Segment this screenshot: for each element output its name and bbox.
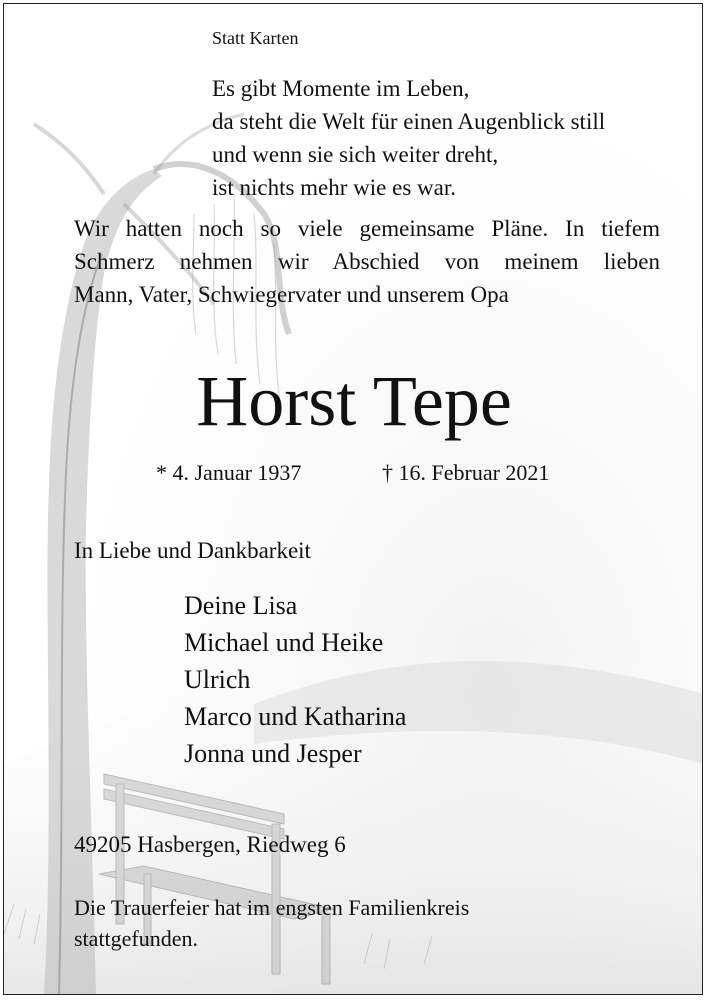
thanks-line: In Liebe und Dankbarkeit bbox=[74, 538, 311, 563]
funeral-note bbox=[74, 892, 594, 954]
funeral-line: Die Trauerfeier hat im engsten Familienkreis bbox=[74, 895, 470, 920]
poem-line: und wenn sie sich weiter dreht, bbox=[212, 142, 499, 167]
obituary-page bbox=[3, 3, 703, 995]
intro-paragraph bbox=[74, 212, 660, 311]
family-member: Deine Lisa bbox=[184, 591, 298, 620]
family-list bbox=[184, 587, 406, 772]
poem bbox=[212, 72, 605, 204]
poem-line: Es gibt Momente im Leben, bbox=[212, 76, 470, 101]
poem-line: da steht die Welt für einen Augenblick still bbox=[212, 109, 606, 134]
deceased-name: Horst Tepe bbox=[196, 361, 512, 441]
death-date: † 16. Februar 2021 bbox=[382, 460, 550, 485]
funeral-line: stattgefunden. bbox=[74, 926, 199, 951]
statt-karten-header: Statt Karten bbox=[212, 28, 299, 48]
intro-line: Schmerz nehmen wir Abschied von meinem lieben bbox=[74, 249, 660, 274]
family-member: Ulrich bbox=[184, 665, 251, 694]
family-member: Marco und Katharina bbox=[184, 702, 407, 731]
family-member: Jonna und Jesper bbox=[184, 739, 362, 768]
birth-date: * 4. Januar 1937 bbox=[156, 460, 302, 485]
family-member: Michael und Heike bbox=[184, 628, 384, 657]
poem-line: ist nichts mehr wie es war. bbox=[212, 175, 457, 200]
intro-line: Mann, Vater, Schwiegervater und unserem Opa bbox=[74, 282, 509, 307]
intro-line: Wir hatten noch so viele gemeinsame Pläne. In tiefem bbox=[74, 216, 660, 241]
address: 49205 Hasbergen, Riedweg 6 bbox=[74, 832, 346, 857]
